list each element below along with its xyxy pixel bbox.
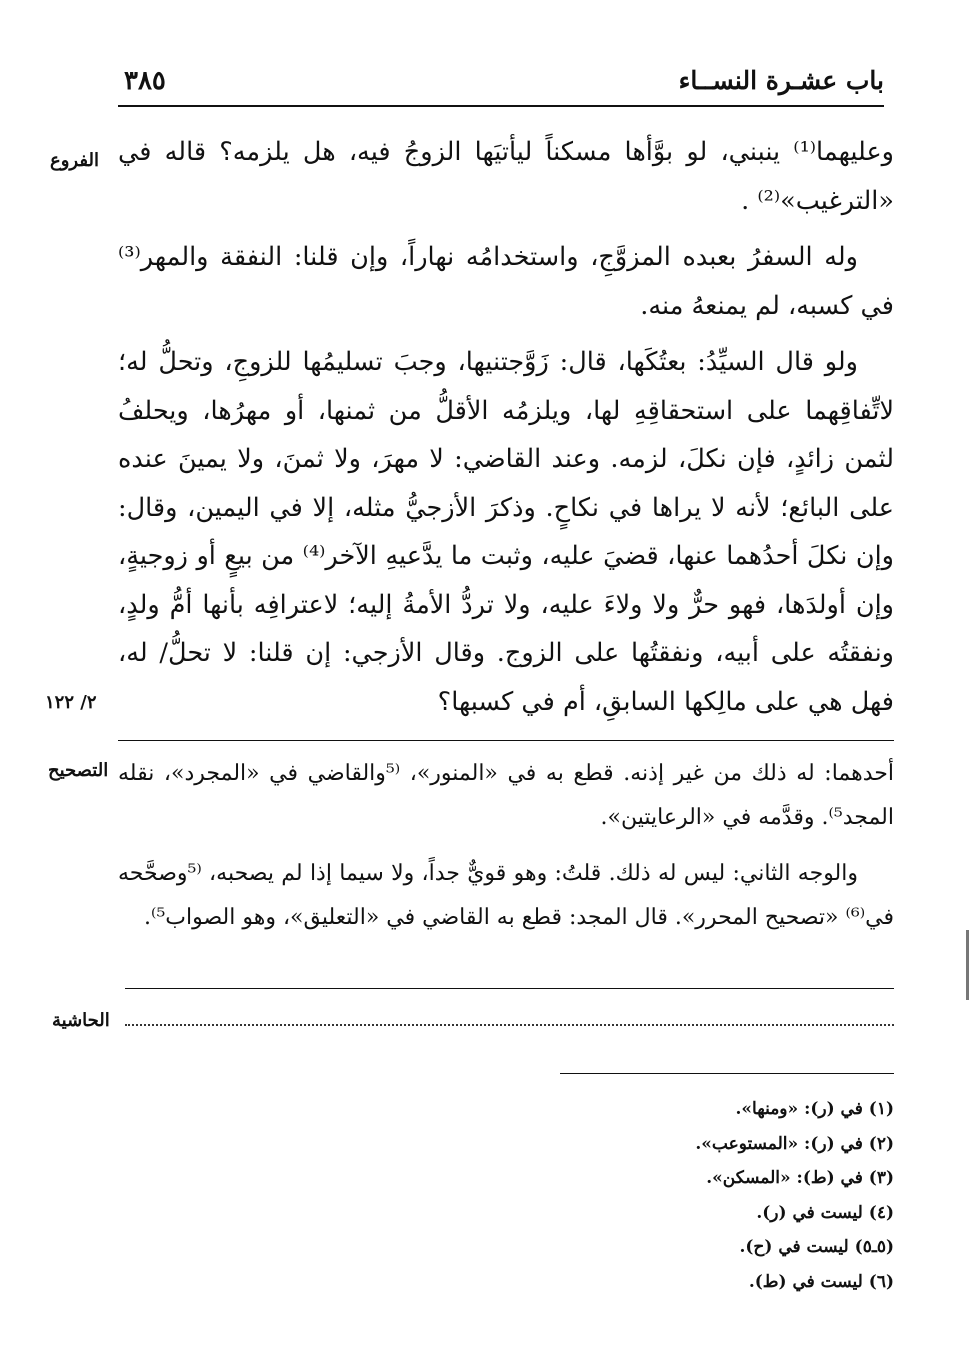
footnote: (١) في (ر): «ومنها». (735, 1099, 894, 1119)
footnote: (٥ـ٥) ليست في (ح). (739, 1237, 894, 1257)
section-rule (118, 740, 894, 741)
margin-label-hashiya: الحاشية (52, 1010, 110, 1031)
running-title: باب عشـرة النســاء (678, 66, 884, 95)
footnotes (695, 1092, 894, 1299)
tashih-paragraph: أحدهما: له ذلك من غير إذنه. قطع به في «المنور»، ⁽⁵والقاضي في «المجرد»، نقله المجد⁵⁾. وقدَّمه في «الرعايتين». (118, 761, 894, 830)
tashih-text (118, 752, 894, 952)
footnote: (٤) ليست في (ر). (756, 1202, 894, 1223)
hashiya-dotted-line (125, 1024, 894, 1026)
hashiya-rule (125, 988, 894, 989)
page-header (118, 62, 884, 102)
main-text (118, 128, 894, 734)
tashih-paragraph: والوجه الثاني: ليس له ذلك. قلتُ: وهو قويٌّ جداً، ولا سيما إذا لم يصحبه، ⁽⁵وصحَّحه في⁽⁶⁾ «تصحيح المحرر». قال المجد: قطع به القاضي في «التعليق»، وهو الصواب⁵⁾. (118, 861, 894, 930)
footnote: (٢) في (ر): «المستوعب». (695, 1133, 894, 1154)
margin-label-volume-page: ٢/ ١٢٢ (45, 692, 97, 713)
footnote: (٣) في (ط): «المسكن». (706, 1168, 894, 1188)
scan-edge-mark (966, 930, 969, 1000)
margin-label-tashih: التصحيح (48, 760, 109, 781)
main-paragraph: وعليهما⁽¹⁾ ينبني، لو بوَّأها مسكناً ليأتيَها الزوجُ فيه، هل يلزمه؟ قاله في «الترغيب»⁽²⁾ . (118, 137, 894, 216)
footnote-rule (560, 1073, 894, 1074)
main-paragraph: وله السفرُ بعبده المزوَّجِ، واستخدامُه نهاراً، وإن قلنا: النفقة والمهر⁽³⁾ في كسبه، لم يمنعهُ منه. (118, 242, 894, 321)
header-rule (118, 105, 884, 107)
page-number: ٣٨٥ (124, 66, 166, 96)
main-paragraph: ولو قال السيِّدُ: بعتُكَها، قال: زَوَّجتنيها، وجبَ تسليمُها للزوجِ، وتحلُّ له؛ لاتِّفاقِهما على استحقاقِهِ لها، ويلزمُه الأقلُّ من ثمنها، أو مهرُها، ويحلفُ لثمن زائدٍ، فإن نكلَ، لزمه. وعند القاضي: لا مهرَ، ولا ثمنَ، ولا يمينَ عنده على البائع؛ لأنه لا يراها في نكاحٍ. وذكرَ الأزجيُّ مثله، إلا في اليمين، وقال: وإن نكلَ أحدُهما عنها، قضيَ عليه، وثبت ما يدَّعيهِ الآخر⁽⁴⁾ من بيعٍ أو زوجيةٍ، وإن أولدَها، فهو حرٌّ ولا ولاءَ عليه، ولا تردُّ الأمةُ إليه؛ لاعترافِه بأنها أمُّ ولدٍ، ونفقتُه على أبيه، ونفقتُها على الزوج. وقال الأزجي: إن قلنا: لا تحلُّ/ له، فهل هي على مالِكها السابقِ، أم في كسبها؟ (118, 347, 894, 717)
footnote: (٦) ليست في (ط). (748, 1271, 894, 1292)
margin-label-furu: الفروع (50, 150, 99, 171)
